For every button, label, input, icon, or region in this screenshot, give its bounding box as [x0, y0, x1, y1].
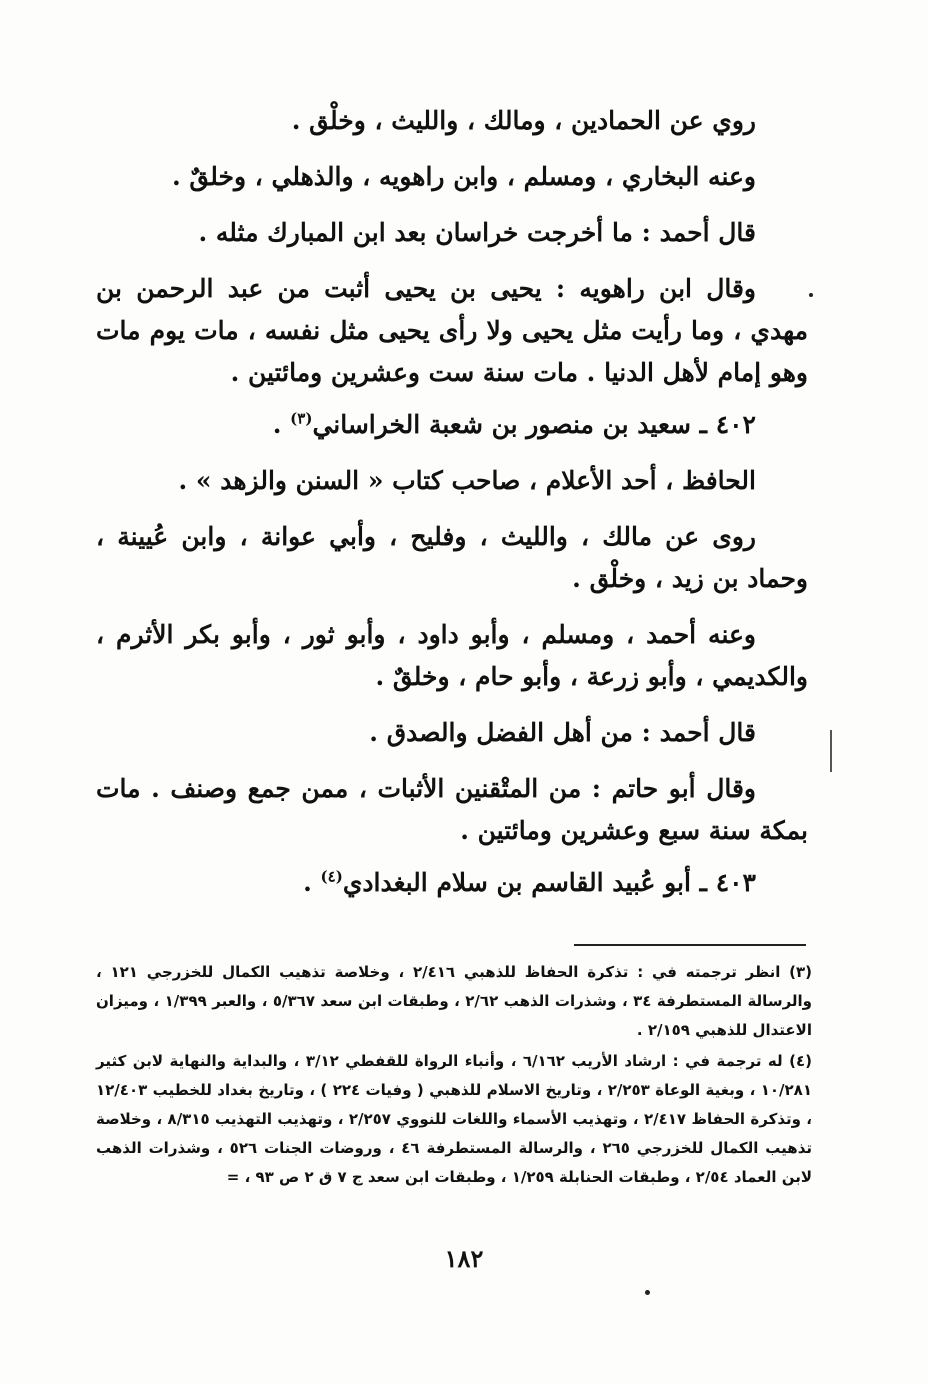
paragraph-ahmad-quote: قال أحمد : ما أخرجت خراسان بعد ابن المبارك مثله .	[198, 218, 756, 247]
entry-403-title: ٤٠٣ ـ أبو عُبيد القاسم بن سلام البغدادي	[342, 868, 756, 897]
paragraph-narrators-from-him-2: وعنه أحمد ، ومسلم ، وأبو داود ، وأبو ثور ، وأبو بكر الأثرم ، والكديمي ، وأبو زرعة ، وأبو حام ، وخلقٌ .	[96, 620, 808, 691]
footnote-3: (٣) انظر ترجمته في : تذكرة الحفاظ للذهبي ٢/٤١٦ ، وخلاصة تذهيب الكمال للخزرجي ١٢١ ، والرسالة المستطرفة ٣٤ ، وشذرات الذهب ٢/٦٢ ، وطبقات ابن سعد ٥/٣٦٧ ، والعبر ١/٣٩٩ ، وميزان الاعتدال للذهبي ٢/١٥٩ .	[96, 963, 813, 1039]
entry-402-heading	[96, 404, 808, 446]
paragraph-abu-hatim-quote: وقال أبو حاتم : من المتْقنين الأثبات ، ممن جمع وصنف . مات بمكة سنة سبع وعشرين ومائتين .	[96, 774, 808, 845]
footnote-ref-3: (٣)	[290, 409, 313, 428]
entry-403-end: .	[303, 868, 321, 897]
footnote-ref-4: (٤)	[320, 867, 343, 886]
paragraph-ibn-rahawayh-quote: وقال ابن راهويه : يحيى بن يحيى أثبت من عبد الرحمن بن مهدي ، وما رأيت مثل يحيى ولا رأى يحيى مثل نفسه ، مات يوم مات وهو إمام لأهل الدنيا . مات سنة ست وعشرين ومائتين .	[96, 274, 808, 387]
paragraph-hafiz-description: الحافظ ، أحد الأعلام ، صاحب كتاب « السنن والزهد » .	[178, 466, 756, 495]
scan-margin-mark	[830, 730, 832, 772]
entry-402-title: ٤٠٢ ـ سعيد بن منصور بن شعبة الخراساني	[312, 410, 756, 439]
paragraph-narrators-from-him: وعنه البخاري ، ومسلم ، وابن راهويه ، والذهلي ، وخلقٌ .	[171, 162, 756, 191]
entry-402-end: .	[272, 410, 291, 439]
main-text	[96, 100, 808, 918]
scan-speck	[809, 293, 813, 297]
footnote-separator	[574, 944, 806, 946]
footnote-4: (٤) له ترجمة في : ارشاد الأريب ٦/١٦٢ ، وأنباء الرواة للقفطي ٣/١٢ ، والبداية والنهاية لابن كثير ١٠/٢٨١ ، وبغية الوعاة ٢/٢٥٣ ، وتاريخ الاسلام للذهبي ( وفيات ٢٢٤ ) ، وتاريخ بغداد للخطيب ١٢/٤٠٣ ، وتذكرة الحفاظ ٢/٤١٧ ، وتهذيب الأسماء واللغات للنووي ٢/٢٥٧ ، وتهذيب التهذيب ٨/٣١٥ ، وخلاصة تذهيب الكمال للخزرجي ٢٦٥ ، والرسالة المستطرفة ٤٦ ، وروضات الجنات ٥٢٦ ، وشذرات الذهب لابن العماد ٢/٥٤ ، وطبقات الحنابلة ١/٢٥٩ ، وطبقات ابن سعد ج ٧ ق ٢ ص ٩٣ ، =	[96, 1052, 812, 1186]
entry-403-heading	[96, 862, 808, 904]
page-number: ١٨٢	[444, 1244, 484, 1273]
paragraph-narrated-from-2: روى عن مالك ، والليث ، وفليح ، وأبي عوانة ، وابن عُيينة ، وحماد بن زيد ، وخلْق .	[96, 522, 808, 593]
scan-speck	[645, 1290, 650, 1295]
paragraph-narrated-from: روي عن الحمادين ، ومالك ، والليث ، وخلْق .	[291, 106, 756, 135]
footnotes	[96, 958, 812, 1194]
paragraph-ahmad-quote-2: قال أحمد : من أهل الفضل والصدق .	[369, 718, 756, 747]
